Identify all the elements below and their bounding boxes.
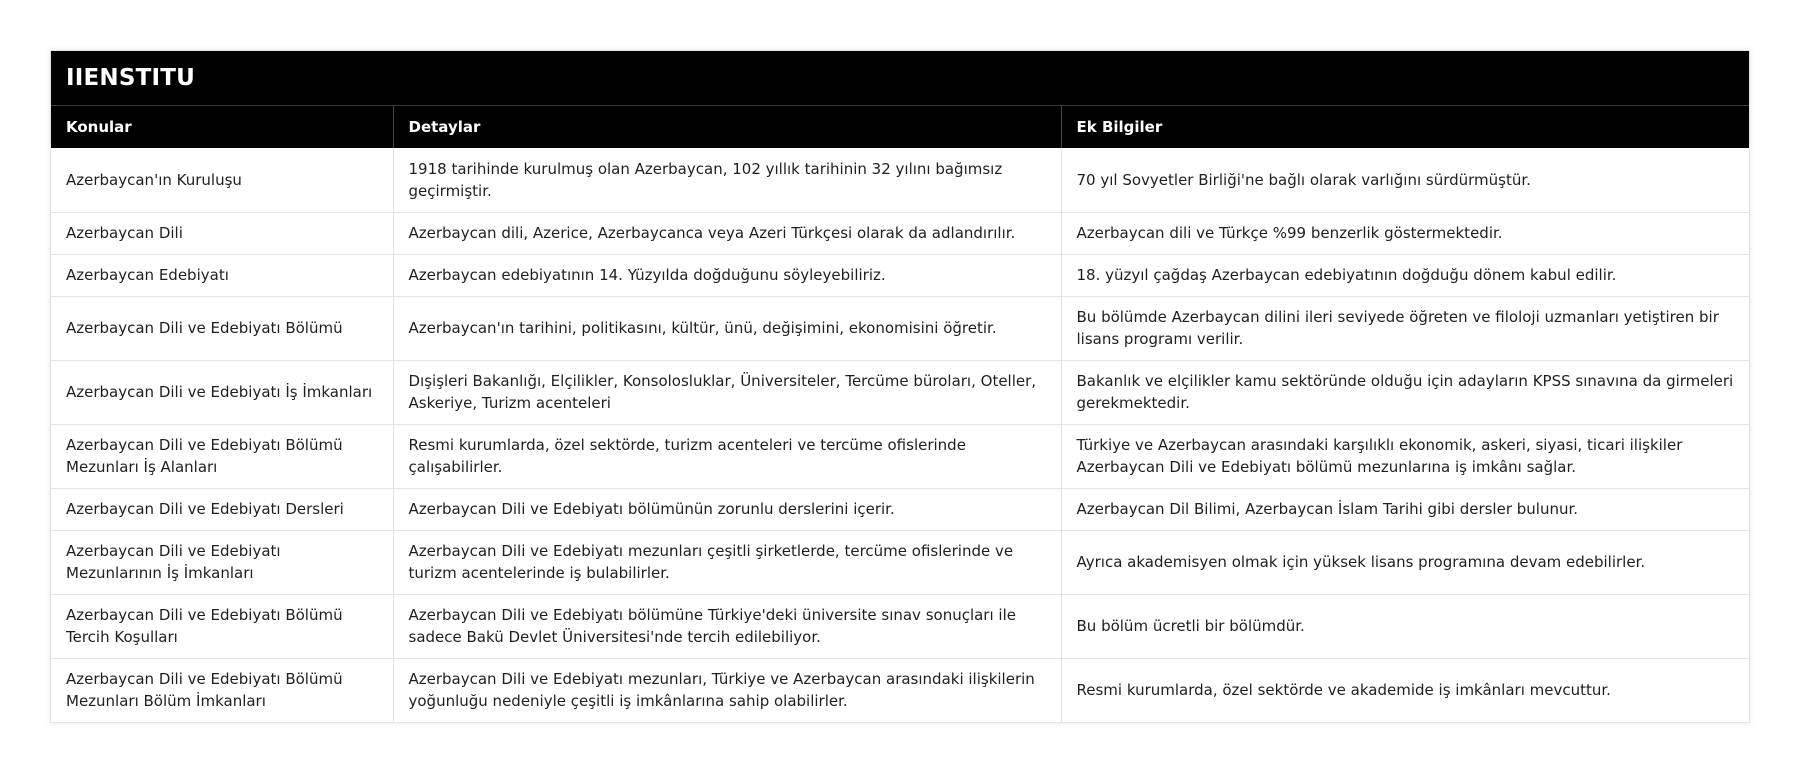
- cell-konu: Azerbaycan Dili ve Edebiyatı İş İmkanları: [51, 360, 393, 424]
- cell-detay: Azerbaycan dili, Azerice, Azerbaycanca veya Azeri Türkçesi olarak da adlandırılır.: [393, 212, 1061, 254]
- cell-detay: Azerbaycan Dili ve Edebiyatı bölümünün zorunlu derslerini içerir.: [393, 488, 1061, 530]
- cell-konu: Azerbaycan Dili ve Edebiyatı Bölümü Tercih Koşulları: [51, 594, 393, 658]
- cell-konu: Azerbaycan Dili ve Edebiyatı Bölümü Mezunları İş Alanları: [51, 424, 393, 488]
- table-row: [51, 148, 1749, 212]
- cell-detay: 1918 tarihinde kurulmuş olan Azerbaycan, 102 yıllık tarihinin 32 yılını bağımsız geçirmiştir.: [393, 148, 1061, 212]
- cell-detay: Azerbaycan Dili ve Edebiyatı bölümüne Türkiye'deki üniversite sınav sonuçları ile sadece Bakü Devlet Üniversitesi'nde tercih edilebiliyor.: [393, 594, 1061, 658]
- cell-detay: Azerbaycan edebiyatının 14. Yüzyılda doğduğunu söyleyebiliriz.: [393, 254, 1061, 296]
- table-row: [51, 594, 1749, 658]
- cell-detay: Dışişleri Bakanlığı, Elçilikler, Konsolosluklar, Üniversiteler, Tercüme büroları, Oteller, Askeriye, Turizm acenteleri: [393, 360, 1061, 424]
- info-table: [51, 106, 1749, 722]
- cell-ek-bilgi: Azerbaycan Dil Bilimi, Azerbaycan İslam Tarihi gibi dersler bulunur.: [1061, 488, 1749, 530]
- cell-detay: Resmi kurumlarda, özel sektörde, turizm acenteleri ve tercüme ofislerinde çalışabilirler.: [393, 424, 1061, 488]
- table-row: [51, 424, 1749, 488]
- table-row: [51, 254, 1749, 296]
- brand-title: IIENSTITU: [51, 51, 1749, 106]
- cell-ek-bilgi: Resmi kurumlarda, özel sektörde ve akademide iş imkânları mevcuttur.: [1076, 681, 1611, 700]
- table-row: [51, 360, 1749, 424]
- column-header-detaylar: Detaylar: [393, 106, 1061, 148]
- table-row: [51, 296, 1749, 360]
- table-row: [51, 530, 1749, 594]
- cell-detay: Azerbaycan Dili ve Edebiyatı mezunları, Türkiye ve Azerbaycan arasındaki ilişkilerin yoğunluğu nedeniyle çeşitli iş imkânlarına sahip olabilirler.: [393, 658, 1061, 722]
- cell-ek-bilgi: Türkiye ve Azerbaycan arasındaki karşılıklı ekonomik, askeri, siyasi, ticari ilişkiler Azerbaycan Dili ve Edebiyatı bölümü mezunlarına iş imkânı sağlar.: [1061, 424, 1749, 488]
- cell-ek-bilgi: Bakanlık ve elçilikler kamu sektöründe olduğu için adayların KPSS sınavına da girmeleri gerekmektedir.: [1061, 360, 1749, 424]
- cell-ek-bilgi: Bu bölümde Azerbaycan dilini ileri seviyede öğreten ve filoloji uzmanları yetiştiren bir lisans programı verilir.: [1061, 296, 1749, 360]
- cell-ek-bilgi: Azerbaycan dili ve Türkçe %99 benzerlik göstermektedir.: [1061, 212, 1749, 254]
- cell-konu: Azerbaycan Dili ve Edebiyatı Mezunlarının İş İmkanları: [51, 530, 393, 594]
- cell-detay: Azerbaycan'ın tarihini, politikasını, kültür, ünü, değişimini, ekonomisini öğretir.: [393, 296, 1061, 360]
- table-row: [51, 212, 1749, 254]
- table-row: [51, 658, 1749, 722]
- cell-konu: Azerbaycan Dili ve Edebiyatı Bölümü: [51, 296, 393, 360]
- cell-ek-bilgi: 18. yüzyıl çağdaş Azerbaycan edebiyatının doğduğu dönem kabul edilir.: [1061, 254, 1749, 296]
- cell-detay: Azerbaycan Dili ve Edebiyatı mezunları çeşitli şirketlerde, tercüme ofislerinde ve turizm acentelerinde iş bulabilirler.: [393, 530, 1061, 594]
- cell-konu: Azerbaycan'ın Kuruluşu: [51, 148, 393, 212]
- cell-konu: Azerbaycan Dili ve Edebiyatı Bölümü Mezunları Bölüm İmkanları: [51, 658, 393, 722]
- info-table-card: [50, 50, 1750, 723]
- column-header-konular: Konular: [51, 106, 393, 148]
- cell-konu: Azerbaycan Edebiyatı: [51, 254, 393, 296]
- table-header-row: [51, 106, 1749, 148]
- cell-konu: Azerbaycan Dili ve Edebiyatı Dersleri: [51, 488, 393, 530]
- column-header-ek-bilgiler: Ek Bilgiler: [1061, 106, 1749, 148]
- cell-ek-bilgi: Bu bölüm ücretli bir bölümdür.: [1061, 594, 1749, 658]
- table-row: [51, 488, 1749, 530]
- cell-ek-bilgi: Ayrıca akademisyen olmak için yüksek lisans programına devam edebilirler.: [1061, 530, 1749, 594]
- cell-ek-bilgi: 70 yıl Sovyetler Birliği'ne bağlı olarak varlığını sürdürmüştür.: [1061, 148, 1749, 212]
- cell-konu: Azerbaycan Dili: [51, 212, 393, 254]
